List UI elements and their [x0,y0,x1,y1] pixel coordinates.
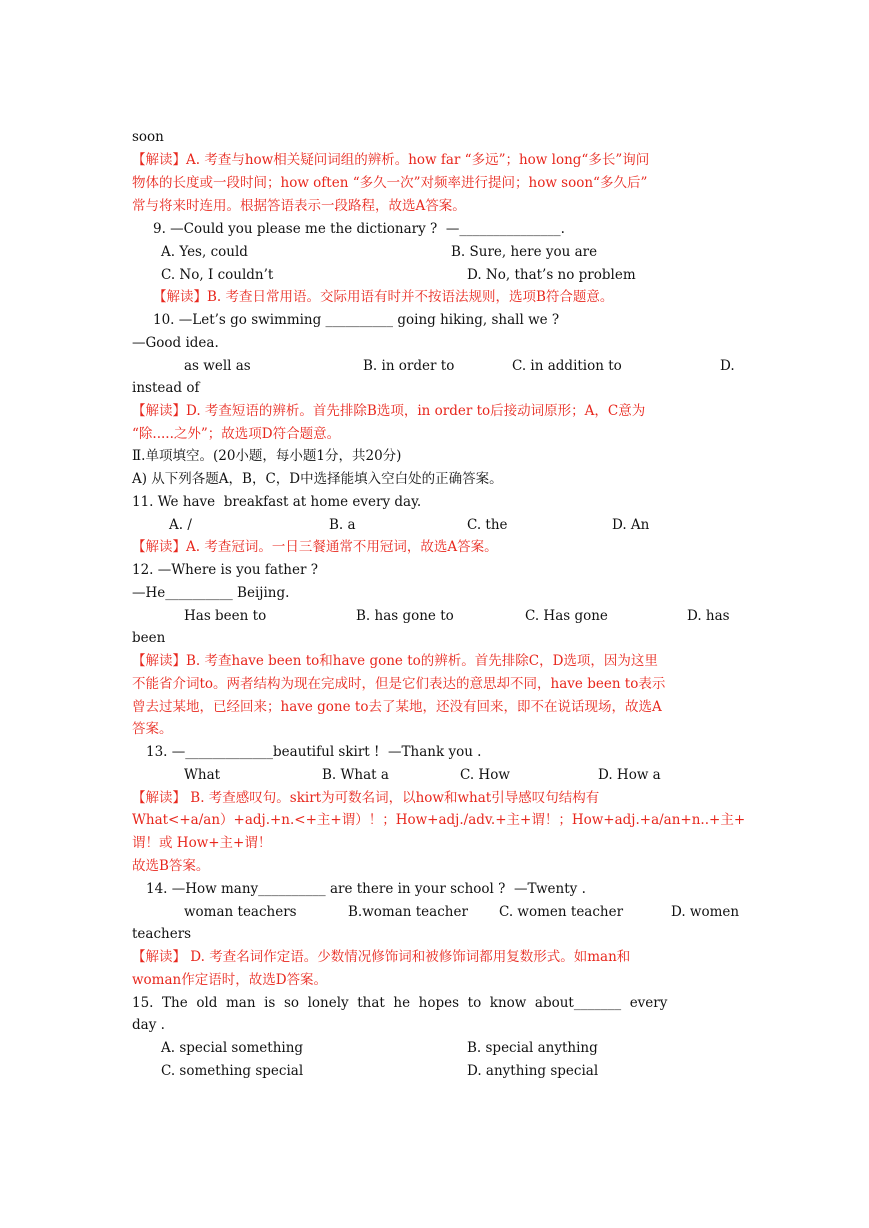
option-c: C. No, I couldn’t [161,267,274,283]
answer-explanation: 曾去过某地，已经回来；have gone to去了某地，还没有回来，即不在说话现场，故选A [132,699,662,715]
option-a: as well as [184,358,251,374]
option-d: D. has [687,608,730,624]
option-a: What [184,767,221,783]
option-b: B. Sure, here you are [451,244,598,260]
option-c: C. How [460,767,510,783]
answer-explanation: 【解读】A. 考查与how相关疑问词组的辨析。how far “多远”；how long“多长”询问 [132,152,650,168]
text-line: day . [132,1017,165,1033]
answer-explanation: 【解读】A. 考查冠词。一日三餐通常不用冠词，故选A答案。 [132,539,498,555]
option-d: D. anything special [467,1063,599,1079]
option-c: C. Has gone [525,608,608,624]
answer-explanation: 【解读】B. 考查have been to和have gone to的辨析。首先排除C，D选项，因为这里 [132,653,658,669]
section-heading: Ⅱ.单项填空。(20小题，每小题1分，共20分) [132,448,402,464]
question-10: 10. —Let’s go swimming __________ going hiking, shall we ? [153,312,560,328]
option-d: D. How a [598,767,661,783]
question-15: 15. The old man is so lonely that he hopes to know about_______ every [132,995,668,1011]
option-a: woman teachers [184,904,297,920]
option-b: B. in order to [363,358,455,374]
answer-explanation: 答案。 [132,721,173,737]
answer-explanation: 【解读】D. 考查短语的辨析。首先排除B选项，in order to后接动词原形；A，C意为 [132,403,646,419]
question-14: 14. —How many__________ are there in your school ? —Twenty . [146,881,586,897]
option-d: D. [720,358,735,374]
option-b: B. a [329,517,356,533]
option-d-text: teachers [132,926,192,942]
option-a: Has been to [184,608,267,624]
answer-explanation: 【解读】 B. 考查感叹句。skirt为可数名词，以how和what引导感叹句结构有 [132,790,600,806]
answer-explanation: What<+a/an）+adj.+n.<+主+谓）！；How+adj./adv.+主+谓！；How+adj.+a/an+n..+主+ [132,812,746,828]
text-line: —He__________ Beijing. [132,585,290,601]
question-13: 13. —_____________beautiful skirt ! —Thank you . [146,744,482,760]
option-d-text: been [132,630,166,646]
section-instruction: A) 从下列各题A，B，C，D中选择能填入空白处的正确答案。 [132,471,503,487]
answer-explanation: 【解读】B. 考查日常用语。交际用语有时并不按语法规则，选项B符合题意。 [153,289,614,305]
answer-explanation: 【解读】 D. 考查名词作定语。少数情况修饰词和被修饰词都用复数形式。如man和 [132,949,631,965]
option-c: C. something special [161,1063,304,1079]
answer-explanation: 常与将来时连用。根据答语表示一段路程，故选A答案。 [132,198,466,214]
answer-explanation: 故选B答案。 [132,858,210,874]
option-d: D. An [612,517,650,533]
option-a: A. Yes, could [161,244,248,260]
option-b: B. What a [322,767,389,783]
option-c: C. the [467,517,508,533]
answer-explanation: 物体的长度或一段时间；how often “多久一次”对频率进行提问；how soon“多久后” [132,175,648,191]
text-line: soon [132,129,164,145]
option-b: B. has gone to [356,608,454,624]
option-c: C. in addition to [512,358,622,374]
answer-explanation: woman作定语时，故选D答案。 [132,972,328,988]
option-d: D. women [671,904,740,920]
question-12: 12. —Where is you father ? [132,562,318,578]
option-a: A. special something [161,1040,304,1056]
option-b: B. special anything [467,1040,598,1056]
question-9: 9. —Could you please me the dictionary ? —_______________. [153,221,565,237]
option-c: C. women teacher [499,904,624,920]
option-a: A. / [169,517,192,533]
text-line: —Good idea. [132,335,219,351]
option-b: B.woman teacher [348,904,468,920]
option-d-text: instead of [132,380,200,396]
answer-explanation: 谓！或 How+主+谓！ [132,835,272,851]
option-d: D. No, that’s no problem [467,267,636,283]
answer-explanation: 不能省介词to。两者结构为现在完成时，但是它们表达的意思却不同，have been to表示 [132,676,666,692]
answer-explanation: “除.....之外”；故选项D符合题意。 [132,426,341,442]
question-11: 11. We have breakfast at home every day. [132,494,422,510]
